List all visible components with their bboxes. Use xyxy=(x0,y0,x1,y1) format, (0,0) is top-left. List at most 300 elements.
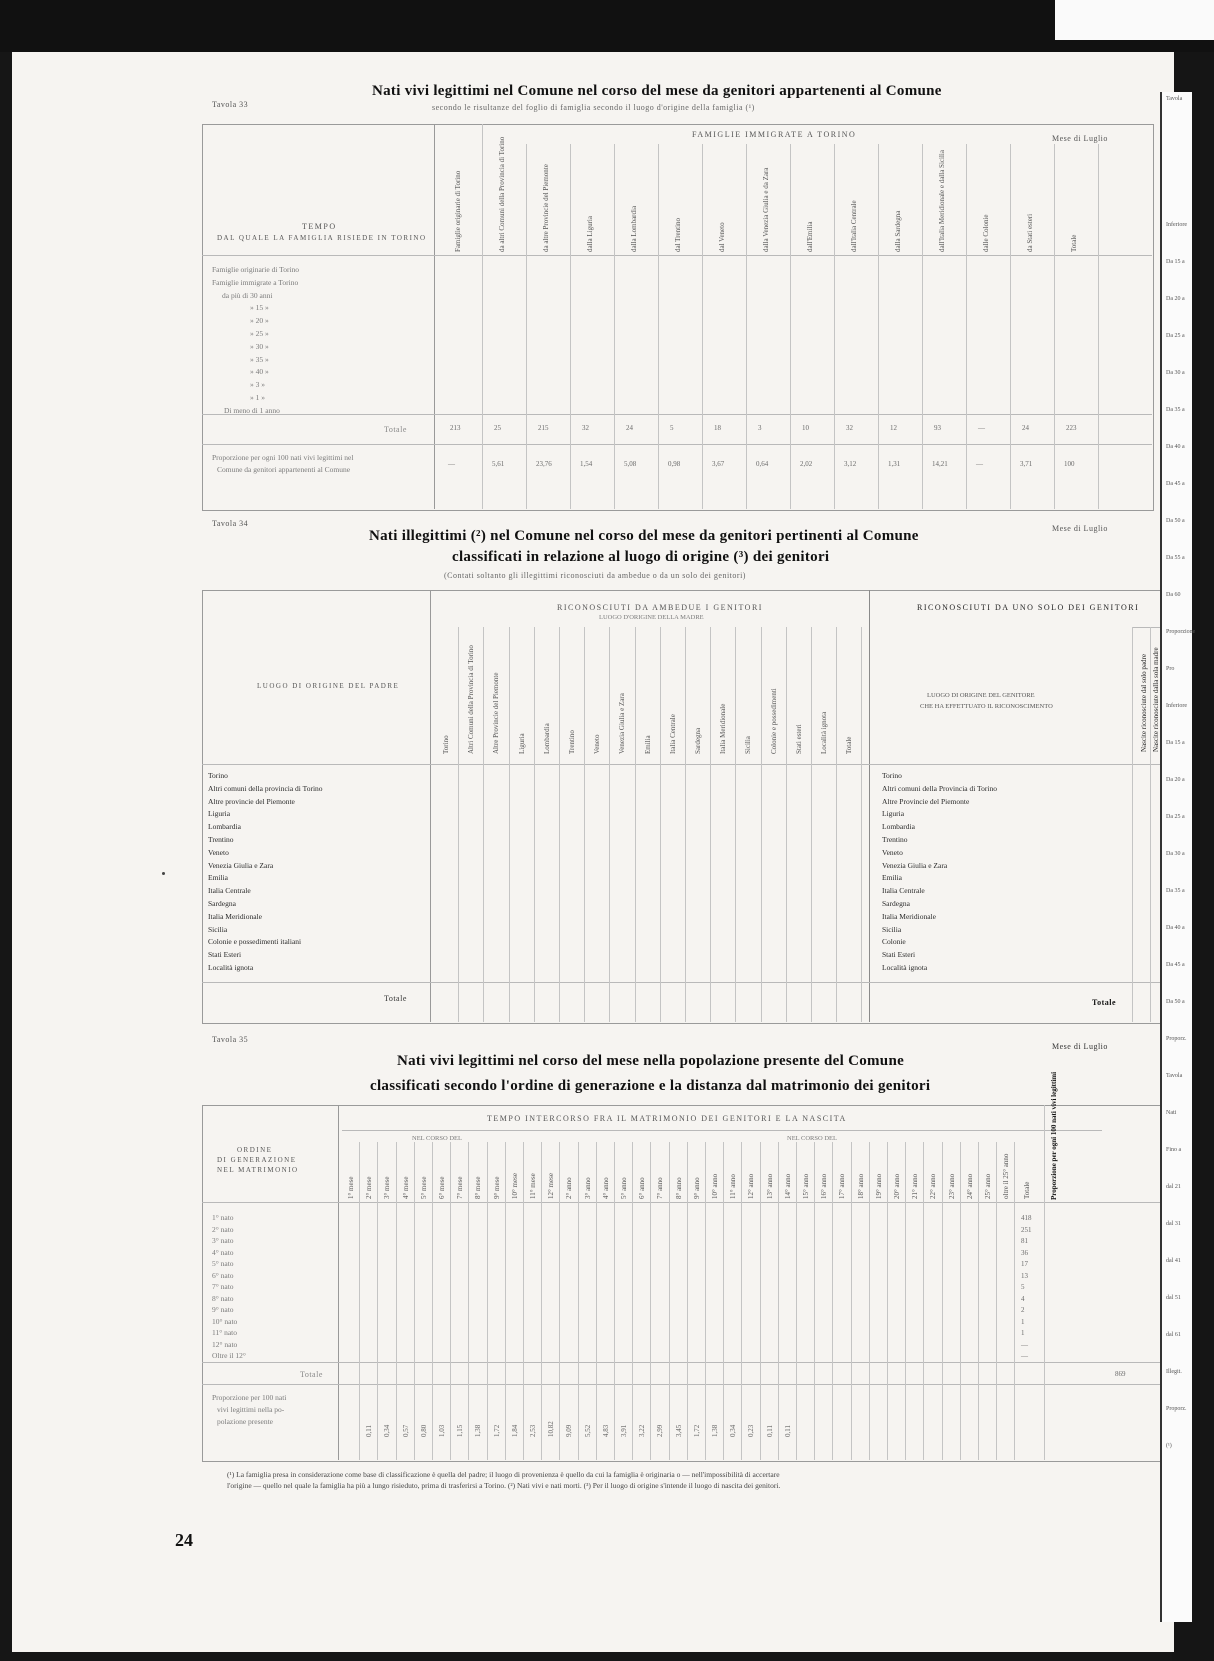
table-middle-col-rule xyxy=(861,627,862,1022)
table-upper-col-header: dalla Sardegna xyxy=(894,210,902,252)
table-lower-col-rule xyxy=(578,1142,579,1460)
table-middle-left-group: RICONOSCIUTI DA AMBEDUE I GENITORI xyxy=(557,603,763,612)
row-label: Italia Meridionale xyxy=(208,911,262,921)
table-lower-col-rule xyxy=(832,1142,833,1460)
table-lower-col-header: 25° anno xyxy=(984,1173,992,1199)
table-lower-col-header: 4° mese xyxy=(402,1176,410,1199)
table-lower-ratio-cell: 1,72 xyxy=(693,1424,701,1437)
table-lower-row-total: 17 xyxy=(1021,1260,1028,1268)
next-page-item: Nati xyxy=(1166,1110,1177,1116)
table-upper-title: Nati vivi legittimi nel Comune nel corso del mese da genitori appartenenti al Comune xyxy=(372,83,942,99)
table-upper-ratio-cell: 3,12 xyxy=(844,460,857,468)
next-page-item: Da 30 a xyxy=(1166,370,1185,376)
scan-top-light-area xyxy=(1055,0,1214,40)
row-label: » 20 » xyxy=(250,316,269,326)
table-lower-ratio-cell: 0,34 xyxy=(729,1424,737,1437)
table-lower-col-rule xyxy=(669,1142,670,1460)
row-label: Altre provincie del Piemonte xyxy=(208,796,295,806)
row-label: Colonie e possedimenti italiani xyxy=(208,937,302,947)
table-lower-col-rule xyxy=(687,1142,688,1460)
table-middle-col-header: Altre Provincie del Piemonte xyxy=(492,672,500,754)
right-row-label: Altre Provincie del Piemonte xyxy=(882,796,970,806)
table-lower-col-header: 14° anno xyxy=(784,1173,792,1199)
next-page-item: Inferiore xyxy=(1166,222,1187,228)
row-label: 4° nato xyxy=(212,1247,234,1257)
table-upper-ratio-cell: 1,31 xyxy=(888,460,901,468)
table-upper-ratio-cell: 0,98 xyxy=(668,460,681,468)
table-lower-sub-left: NEL CORSO DEL xyxy=(412,1135,462,1142)
table-lower-col-rule xyxy=(796,1142,797,1460)
table-lower-col-rule xyxy=(741,1142,742,1460)
next-page-item: dal 21 xyxy=(1166,1184,1181,1190)
table-upper-total-cell: 32 xyxy=(582,424,589,432)
row-label: Italia Centrale xyxy=(208,886,251,896)
table-middle-title-2: classificati in relazione al luogo di origine (³) dei genitori xyxy=(452,549,830,565)
table-lower-col-header: 10° mese xyxy=(511,1173,519,1199)
table-upper-col-rule xyxy=(878,144,879,509)
next-page-item: Da 35 a xyxy=(1166,888,1185,894)
table-lower-ratio-3: polazione presente xyxy=(217,1417,274,1426)
table-upper-col-rule xyxy=(1054,144,1055,509)
table-upper-col-header: da altre Provincie del Piemonte xyxy=(542,164,550,252)
table-middle-col-header: Venezia Giulia e Zara xyxy=(618,693,626,754)
table-upper-col-header: dall'Italia Meridionale e dalla Sicilia xyxy=(938,150,946,252)
next-page-item: dal 41 xyxy=(1166,1258,1181,1264)
table-lower-col-rule xyxy=(432,1142,433,1460)
table-middle-right-col-rule xyxy=(1150,627,1151,1022)
table-lower-ratio-cell: 0,23 xyxy=(747,1424,755,1437)
table-upper-ratio-label-2: Comune da genitori appartenenti al Comune xyxy=(217,465,351,474)
table-lower-col-header: 6° mese xyxy=(438,1176,446,1199)
table-upper-col-header: dal Trentino xyxy=(674,217,682,252)
table-upper-total-cell: 32 xyxy=(846,424,853,432)
table-upper-total-cell: 5 xyxy=(670,424,674,432)
next-page-item: Da 45 a xyxy=(1166,481,1185,487)
table-middle-right-header-2: CHE HA EFFETTUATO IL RICONOSCIMENTO xyxy=(920,703,1053,710)
table-middle-col-rule xyxy=(559,627,560,1022)
table-lower-col-rule xyxy=(978,1142,979,1460)
table-lower-col-header: 22° anno xyxy=(929,1173,937,1199)
next-page-item: Da 15 a xyxy=(1166,259,1185,265)
row-label: 6° nato xyxy=(212,1270,234,1280)
table-middle-col-header: Liguria xyxy=(518,733,526,754)
row-label: Famiglie originarie di Torino xyxy=(212,265,300,274)
table-middle-right-total-label: Totale xyxy=(1092,998,1117,1007)
scan-top-border xyxy=(0,0,1214,52)
table-upper-ratio-cell: 3,67 xyxy=(712,460,725,468)
table-upper-ratio-cell: — xyxy=(976,460,983,468)
next-page-item: Da 20 a xyxy=(1166,777,1185,783)
table-middle-right-rows xyxy=(882,770,997,975)
table-upper-total-cell: 25 xyxy=(494,424,501,432)
table-lower-row-total: 418 xyxy=(1021,1214,1032,1222)
scan-speck xyxy=(162,872,165,875)
table-lower-title-2: classificati secondo l'ordine di generazione e la distanza dal matrimonio dei genitori xyxy=(370,1078,931,1094)
table-lower-col-rule xyxy=(996,1142,997,1460)
row-label: da più di 30 anni xyxy=(222,290,273,300)
table-lower-col-rule xyxy=(559,1142,560,1460)
right-row-label: Italia Meridionale xyxy=(882,911,936,921)
table-lower-col-rule xyxy=(869,1142,870,1460)
table-upper-total-cell: 213 xyxy=(450,424,461,432)
table-upper-col-rule xyxy=(526,144,527,509)
table-middle-col-header: Altri Comuni della Provincia di Torino xyxy=(467,645,475,754)
table-lower-rowheader-2: DI GENERAZIONE xyxy=(217,1156,297,1164)
table-lower-col-header: 6° anno xyxy=(638,1177,646,1199)
next-page-item: Illegit. xyxy=(1166,1369,1182,1375)
next-page-item: Tavola xyxy=(1166,1073,1183,1079)
table-lower-row-total: 13 xyxy=(1021,1271,1028,1280)
table-upper-col-header: Famiglie originarie di Torino xyxy=(454,170,462,252)
table-lower-total-label: Totale xyxy=(300,1370,323,1379)
table-lower-col-rule xyxy=(851,1142,852,1460)
right-row-label: Sicilia xyxy=(882,924,902,934)
table-lower-col-rule xyxy=(396,1142,397,1460)
table-lower-total-header: Totale xyxy=(1023,1181,1031,1199)
table-lower-ratio-cell: 0,34 xyxy=(383,1424,391,1437)
table-upper-col-header: Totale xyxy=(1070,234,1078,252)
table-middle-rows xyxy=(208,770,323,975)
table-lower-row-total: — xyxy=(1021,1340,1028,1349)
table-lower-col-header: oltre il 25° anno xyxy=(1002,1153,1010,1199)
table-middle-col-rule xyxy=(584,627,585,1022)
next-page-item: Da 50 a xyxy=(1166,999,1185,1005)
row-label: » 30 » xyxy=(250,341,269,351)
table-lower-col-header: 19° anno xyxy=(875,1173,883,1199)
table-middle-right-header-1: LUOGO DI ORIGINE DEL GENITORE xyxy=(927,692,1035,699)
table-lower-row-total: 1 xyxy=(1021,1317,1025,1326)
table-lower-ratio-cell: 0,11 xyxy=(766,1425,774,1437)
table-lower-rows xyxy=(212,1212,246,1362)
next-page-item: dal 61 xyxy=(1166,1332,1181,1338)
table-upper-col-rule xyxy=(1010,144,1011,509)
table-upper-label: Tavola 33 xyxy=(212,100,249,109)
table-lower-ratio-cell: 4,83 xyxy=(602,1424,610,1437)
row-label: » 1 » xyxy=(250,392,265,402)
table-middle-col-header: Località ignota xyxy=(820,711,828,754)
table-lower-col-rule xyxy=(614,1142,615,1460)
table-upper-col-header: dall'Italia Centrale xyxy=(850,200,858,252)
table-lower-ratio-header: Proporzione per ogni 100 nati vivi legittimi xyxy=(1050,1071,1058,1200)
table-lower-grand-total: 869 xyxy=(1115,1370,1126,1378)
row-label: 8° nato xyxy=(212,1293,234,1303)
right-row-label: Sardegna xyxy=(882,898,910,908)
table-upper-subtitle: secondo le risultanze del foglio di famiglia secondo il luogo d'origine della famiglia (¹) xyxy=(432,103,755,112)
table-middle-total-rule xyxy=(202,982,1172,983)
table-upper-total-cell: 24 xyxy=(626,424,633,432)
table-lower-ratio-cell: 1,15 xyxy=(456,1424,464,1437)
table-lower-col-rule xyxy=(468,1142,469,1460)
right-row-label: Trentino xyxy=(882,834,908,844)
table-lower-col-header: 5° anno xyxy=(620,1177,628,1199)
row-label: » 40 » xyxy=(250,367,269,377)
table-lower-col-rule xyxy=(887,1142,888,1460)
table-middle-col-rule xyxy=(735,627,736,1022)
table-middle-col-rule xyxy=(660,627,661,1022)
right-row-label: Venezia Giulia e Zara xyxy=(882,860,948,870)
table-lower-ratio-cell: 0,11 xyxy=(365,1425,373,1437)
table-middle-month: Mese di Luglio xyxy=(1052,524,1108,533)
table-upper-ratio-cell: 14,21 xyxy=(932,460,948,468)
table-middle-subtitle: (Contati soltanto gli illegittimi riconosciuti da ambedue o da un solo dei genitori) xyxy=(444,571,746,580)
table-upper-col-header: dalle Colonie xyxy=(982,214,990,252)
table-middle-divider xyxy=(869,590,870,1022)
table-lower-col-rule xyxy=(414,1142,415,1460)
next-page-item: Fino a xyxy=(1166,1147,1182,1153)
next-page-item: Pro xyxy=(1166,666,1175,672)
table-middle-row-header: LUOGO DI ORIGINE DEL PADRE xyxy=(257,682,400,690)
table-lower-col-header: 4° anno xyxy=(602,1177,610,1199)
row-label: 2° nato xyxy=(212,1224,234,1234)
next-page-item: Da 40 a xyxy=(1166,444,1185,450)
next-page-item: Da 55 a xyxy=(1166,555,1185,561)
table-middle-col-header: Stati esteri xyxy=(795,724,803,754)
table-middle-col-rule xyxy=(635,627,636,1022)
table-lower-col-header: 2° mese xyxy=(365,1176,373,1199)
table-middle-right-group: RICONOSCIUTI DA UNO SOLO DEI GENITORI xyxy=(917,603,1140,612)
table-lower-col-header: 5° mese xyxy=(420,1176,428,1199)
table-upper-col-header: dalla Venezia Giulia e da Zara xyxy=(762,167,770,252)
table-lower-col-header: 18° anno xyxy=(857,1173,865,1199)
right-row-label: Liguria xyxy=(882,809,905,819)
table-lower-col-rule xyxy=(523,1142,524,1460)
table-middle-col-header: Trentino xyxy=(568,730,576,754)
row-label: Veneto xyxy=(208,847,229,857)
table-lower-col-header: 2° anno xyxy=(565,1177,573,1199)
table-lower-col-rule xyxy=(960,1142,961,1460)
table-middle-col-header: Totale xyxy=(845,736,853,754)
row-label: Venezia Giulia e Zara xyxy=(208,860,274,870)
row-label: Di meno di 1 anno xyxy=(224,405,280,415)
next-page-item: dal 31 xyxy=(1166,1221,1181,1227)
row-label: » 35 » xyxy=(250,354,269,364)
row-label: » 3 » xyxy=(250,380,265,390)
table-lower-col-header: 16° anno xyxy=(820,1173,828,1199)
table-middle-total-label: Totale xyxy=(384,994,407,1003)
row-label: Stati Esteri xyxy=(208,950,242,960)
table-upper-total-cell: 93 xyxy=(934,424,941,432)
row-label: Lombardia xyxy=(208,822,241,832)
row-label: 10° nato xyxy=(212,1316,238,1326)
next-page-item: Da 20 a xyxy=(1166,296,1185,302)
table-upper-total-cell: 215 xyxy=(538,424,549,432)
table-lower-col-rule xyxy=(359,1142,360,1460)
table-middle-col-header: Lombardia xyxy=(543,723,551,754)
table-lower-col-header: 12° anno xyxy=(747,1173,755,1199)
next-page-item: Da 50 a xyxy=(1166,518,1185,524)
row-label: Famiglie immigrate a Torino xyxy=(212,277,299,287)
table-middle-col-header: Torino xyxy=(442,735,450,754)
table-lower-col-rule xyxy=(1014,1142,1015,1460)
table-upper-total-cell: 10 xyxy=(802,424,809,432)
table-lower-col-header: 9° mese xyxy=(493,1176,501,1199)
table-upper-col-header: dalla Liguria xyxy=(586,216,594,252)
table-middle-col-rule xyxy=(836,627,837,1022)
row-label: Torino xyxy=(208,771,228,780)
table-lower-row-total: 5 xyxy=(1021,1283,1025,1291)
table-middle-col-rule xyxy=(761,627,762,1022)
table-lower-ratio-1: Proporzione per 100 nati xyxy=(212,1393,287,1402)
table-lower-col-rule xyxy=(377,1142,378,1460)
table-lower-col-header: 3° anno xyxy=(584,1177,592,1199)
next-page-item: Proporz. xyxy=(1166,1036,1187,1042)
next-page-item: Da 60 xyxy=(1166,592,1181,598)
table-upper-total-cell: — xyxy=(978,424,985,432)
table-middle-col-header: Sardegna xyxy=(694,727,702,754)
row-label: Sardegna xyxy=(208,898,236,908)
table-middle-col-rule xyxy=(609,627,610,1022)
row-label: 5° nato xyxy=(212,1259,234,1268)
table-middle-col-rule xyxy=(483,627,484,1022)
table-lower-col-rule xyxy=(450,1142,451,1460)
next-page-item: dal 51 xyxy=(1166,1295,1181,1301)
table-lower-title: Nati vivi legittimi nel corso del mese nella popolazione presente del Comune xyxy=(397,1053,905,1069)
table-lower-col-rule xyxy=(778,1142,779,1460)
table-lower-ratio-cell: 2,53 xyxy=(529,1424,537,1437)
table-middle-right-col-rule xyxy=(1132,627,1133,1022)
table-lower-ratio-cell: 5,52 xyxy=(584,1424,592,1437)
footnote-1: (¹) La famiglia presa in considerazione come base di classificazione è quella del padre; il luogo di provenienza è quello da cui la famiglia è originaria o — nell'impossibilità di accertare xyxy=(227,1470,780,1479)
right-row-label: Colonie xyxy=(882,937,906,947)
row-label: 7° nato xyxy=(212,1282,234,1291)
table-lower-col-rule xyxy=(650,1142,651,1460)
table-middle-col-header: Emilia xyxy=(644,735,652,754)
table-upper-col-header: dal Veneto xyxy=(718,222,726,252)
table-upper-total-cell: 18 xyxy=(714,424,721,432)
table-upper-ratio-cell: — xyxy=(448,460,455,468)
row-label: 12° nato xyxy=(212,1339,238,1349)
table-middle-stub-divider xyxy=(430,590,431,1022)
table-upper-ratio-cell: 1,54 xyxy=(580,460,593,468)
row-label: 9° nato xyxy=(212,1305,234,1314)
table-middle-col-header: Colonie e possedimenti xyxy=(770,688,778,754)
table-lower-col-rule xyxy=(487,1142,488,1460)
table-lower-col-header: 24° anno xyxy=(966,1173,974,1199)
table-lower-ratio-cell: 3,45 xyxy=(675,1424,683,1437)
table-lower-ratio-cell: 1,38 xyxy=(711,1424,719,1437)
table-upper-stub-divider xyxy=(434,124,435,509)
row-label: Sicilia xyxy=(208,924,228,934)
row-label: » 25 » xyxy=(250,328,269,338)
table-lower-col-rule xyxy=(814,1142,815,1460)
table-middle-col-header: Veneto xyxy=(593,734,601,754)
table-middle-title: Nati illegittimi (²) nel Comune nel corso del mese da genitori pertinenti al Comune xyxy=(369,528,919,544)
next-page-item: Proporzione xyxy=(1166,629,1196,635)
table-upper-col-rule xyxy=(482,124,483,509)
next-page-item: Proporz. xyxy=(1166,1406,1187,1412)
next-page-label: Tavola xyxy=(1166,96,1183,102)
right-col-mother: Nascite riconosciute dalla sola madre xyxy=(1152,647,1160,752)
table-middle-col-rule xyxy=(509,627,510,1022)
table-middle-col-rule xyxy=(685,627,686,1022)
table-lower-col-rule xyxy=(505,1142,506,1460)
table-lower-col-rule xyxy=(705,1142,706,1460)
next-page-item: Da 40 a xyxy=(1166,925,1185,931)
table-lower-ratio-cell: 0,11 xyxy=(784,1425,792,1437)
footnote-2: l'origine — quello nel quale la famiglia ha più a lungo risieduto, prima di trasferirsi a Torino. (²) Nati vivi e nati morti. (³) Per il luogo di origine s'intende il luogo di nascita dei genitori. xyxy=(227,1481,781,1490)
table-upper-month: Mese di Luglio xyxy=(1052,134,1108,143)
table-upper-col-rule xyxy=(922,144,923,509)
table-upper-rowheader-2: DAL QUALE LA FAMIGLIA RISIEDE IN TORINO xyxy=(217,234,427,242)
table-upper-ratio-cell: 0,64 xyxy=(756,460,769,468)
row-label: Liguria xyxy=(208,809,231,819)
table-upper-rowheader-1: TEMPO xyxy=(302,222,337,231)
table-lower-col-header: 3° mese xyxy=(383,1176,391,1199)
table-lower-rowheader-1: ORDINE xyxy=(237,1146,273,1154)
table-middle-col-header: Sicilia xyxy=(744,736,752,754)
table-lower-ratio-cell: 0,57 xyxy=(402,1424,410,1437)
table-upper-col-rule xyxy=(966,144,967,509)
table-lower-col-rule xyxy=(632,1142,633,1460)
table-lower-group-header: TEMPO INTERCORSO FRA IL MATRIMONIO DEI GENITORI E LA NASCITA xyxy=(487,1114,847,1123)
right-row-label: Veneto xyxy=(882,847,903,857)
table-lower-row-total: 251 xyxy=(1021,1225,1032,1234)
row-label: Trentino xyxy=(208,834,234,844)
table-upper-col-header: dalla Lombardia xyxy=(630,205,638,252)
table-lower-col-header: 8° anno xyxy=(675,1177,683,1199)
table-lower-stub-divider xyxy=(338,1105,339,1460)
right-row-label: Lombardia xyxy=(882,822,915,832)
table-upper-col-rule xyxy=(614,144,615,509)
table-lower-ratio-cell: 9,09 xyxy=(565,1424,573,1437)
table-lower-col-header: 11° anno xyxy=(729,1174,737,1199)
next-page-item: Da 15 a xyxy=(1166,740,1185,746)
table-lower-col-header: 1° mese xyxy=(347,1176,355,1199)
table-lower-sub-right: NEL CORSO DEL xyxy=(787,1135,837,1142)
table-upper-col-rule xyxy=(570,144,571,509)
next-page-item: (¹) xyxy=(1166,1443,1172,1449)
table-lower-col-header: 15° anno xyxy=(802,1173,810,1199)
next-page-edge xyxy=(1160,92,1196,1622)
table-upper-total-cell: 24 xyxy=(1022,424,1029,432)
table-lower-col-header: 21° anno xyxy=(911,1173,919,1199)
next-page-item: Da 25 a xyxy=(1166,814,1185,820)
table-lower-ratio-cell: 3,91 xyxy=(620,1424,628,1437)
table-lower-group-rule xyxy=(342,1130,1102,1131)
table-lower-col-rule xyxy=(923,1142,924,1460)
row-label: 3° nato xyxy=(212,1236,234,1245)
table-lower-rowheader-3: NEL MATRIMONIO xyxy=(217,1166,299,1174)
table-upper-ratio-cell: 23,76 xyxy=(536,460,552,468)
row-label: Località ignota xyxy=(208,962,254,972)
table-lower-ratio-cell: 10,82 xyxy=(547,1421,555,1437)
table-lower-col-header: 8° mese xyxy=(474,1176,482,1199)
page-number: 24 xyxy=(175,1530,193,1550)
table-middle-col-rule xyxy=(786,627,787,1022)
table-lower-col-header: 7° anno xyxy=(656,1177,664,1199)
table-middle-col-rule xyxy=(458,627,459,1022)
row-label: » 15 » xyxy=(250,303,269,313)
table-lower-ratio-cell: 0,80 xyxy=(420,1424,428,1437)
table-upper-ratio-cell: 100 xyxy=(1064,460,1075,468)
table-upper-total-cell: 12 xyxy=(890,424,897,432)
table-lower-ratio-cell: 3,22 xyxy=(638,1424,646,1437)
table-upper-total-cell: 3 xyxy=(758,424,762,432)
table-lower-col-header: 20° anno xyxy=(893,1173,901,1199)
table-lower-col-rule xyxy=(596,1142,597,1460)
table-lower-row-total: 36 xyxy=(1021,1248,1028,1257)
right-row-label: Torino xyxy=(882,771,902,780)
table-lower-row-total: 4 xyxy=(1021,1294,1025,1303)
row-label: 11° nato xyxy=(212,1328,238,1337)
table-lower-row-total: — xyxy=(1021,1352,1028,1360)
table-middle-frame xyxy=(202,590,1174,1024)
next-page-item: Da 30 a xyxy=(1166,851,1185,857)
table-lower-col-header: 23° anno xyxy=(948,1173,956,1199)
next-page-item: Da 35 a xyxy=(1166,407,1185,413)
table-lower-col-rule xyxy=(541,1142,542,1460)
row-label: Oltre il 12° xyxy=(212,1351,246,1360)
